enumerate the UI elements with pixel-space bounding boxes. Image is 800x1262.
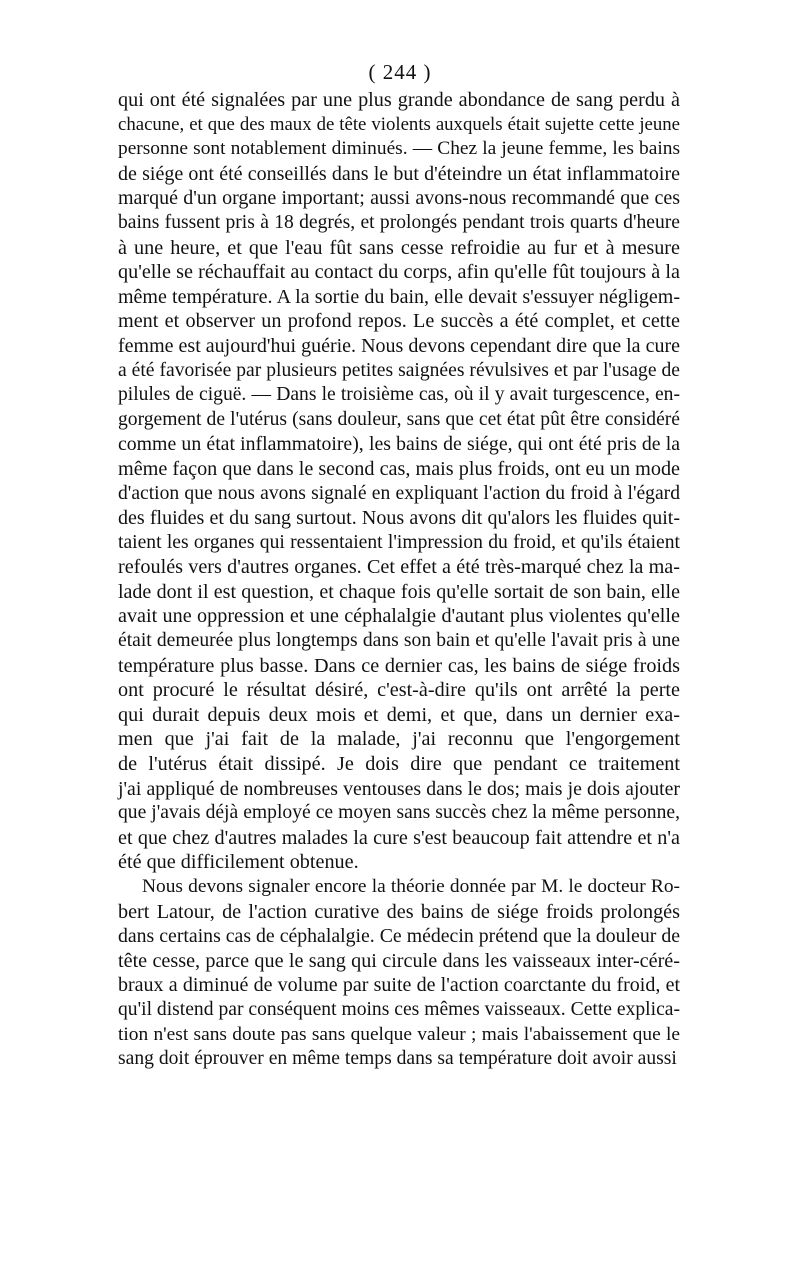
text-line: femme est aujourd'hui guérie. Nous devons cependant dire que la cure — [118, 334, 680, 357]
text-line: sang doit éprouver en même temps dans sa température doit avoir aussi — [118, 1048, 677, 1070]
text-line: refoulés vers d'autres organes. Cet effet a été très-marqué chez la ma- — [118, 556, 680, 579]
text-line: bains fussent pris à 18 degrés, et prolongés pendant trois quarts d'heure — [118, 211, 680, 233]
text-line: taient les organes qui ressentaient l'impression du froid, et qu'ils étaient — [118, 531, 680, 553]
text-line: tête cesse, parce que le sang qui circule dans les vaisseaux inter-céré- — [118, 949, 680, 972]
text-line: été que difficilement obtenue. — [118, 851, 359, 874]
text-line: ment et observer un profond repos. Le succès a été complet, et cette — [118, 310, 680, 333]
text-line: ont procuré le résultat désiré, c'est-à-dire qu'ils ont arrêté la perte — [118, 679, 680, 702]
text-line: marqué d'un organe important; aussi avons-nous recommandé que ces — [118, 187, 680, 210]
page-number: ( 244 ) — [368, 60, 432, 84]
text-line: même façon que dans le second cas, mais plus froids, ont eu un mode — [118, 457, 680, 480]
text-line: tion n'est sans doute pas sans quelque valeur ; mais l'abaissement que le — [118, 1023, 680, 1045]
text-line: d'action que nous avons signalé en expliquant l'action du froid à l'égard — [118, 482, 680, 504]
text-line: braux a diminué de volume par suite de l'action coarctante du froid, et — [118, 974, 680, 997]
paragraph — [118, 875, 680, 1072]
text-line: men que j'ai fait de la malade, j'ai reconnu que l'engorgement — [118, 728, 680, 751]
text-line: qui ont été signalées par une plus grande abondance de sang perdu à — [118, 89, 680, 111]
text-line: qu'il distend par conséquent moins ces mêmes vaisseaux. Cette explica- — [118, 998, 680, 1020]
text-line: j'ai appliqué de nombreuses ventouses dans le dos; mais je dois ajouter — [118, 777, 680, 800]
text-line: chacune, et que des maux de tête violents auxquels était sujette cette jeune — [118, 113, 680, 135]
text-line: et que chez d'autres malades la cure s'est beaucoup fait attendre et n'a — [118, 826, 680, 849]
body-text — [118, 88, 680, 1072]
text-line: était demeurée plus longtemps dans son bain et qu'elle l'avait pris à une — [118, 630, 680, 652]
text-line: de l'utérus était dissipé. Je dois dire que pendant ce traitement — [118, 753, 680, 776]
text-line: gorgement de l'utérus (sans douleur, sans que cet état pût être considéré — [118, 408, 680, 430]
text-line: comme un état inflammatoire), les bains de siége, qui ont été pris de la — [118, 433, 680, 456]
text-line: lade dont il est question, et chaque fois qu'elle sortait de son bain, elle — [118, 580, 680, 603]
text-line: qui durait depuis deux mois et demi, et que, dans un dernier exa- — [118, 703, 680, 726]
text-line: des fluides et du sang surtout. Nous avons dit qu'alors les fluides quit- — [118, 507, 680, 530]
paragraph-container — [118, 88, 680, 1072]
text-line: a été favorisée par plusieurs petites saignées révulsives et par l'usage de — [118, 359, 680, 381]
text-line: température plus basse. Dans ce dernier cas, les bains de siége froids — [118, 654, 680, 677]
text-line: bert Latour, de l'action curative des bains de siége froids prolongés — [118, 900, 680, 923]
text-line: avait une oppression et une céphalalgie d'autant plus violentes qu'elle — [118, 605, 680, 628]
text-line: de siége ont été conseillés dans le but d'éteindre un état inflammatoire — [118, 162, 680, 185]
text-line: à une heure, et que l'eau fût sans cesse refroidie au fur et à mesure — [118, 236, 680, 259]
text-line: personne sont notablement diminués. — Chez la jeune femme, les bains — [118, 138, 680, 160]
text-line: Nous devons signaler encore la théorie donnée par M. le docteur Ro- — [142, 876, 680, 897]
text-line: que j'avais déjà employé ce moyen sans succès chez la même personne, — [118, 802, 680, 824]
text-line: même température. A la sortie du bain, elle devait s'essuyer négligem- — [118, 285, 680, 308]
text-line: dans certains cas de céphalalgie. Ce médecin prétend que la douleur de — [118, 925, 680, 948]
text-line: qu'elle se réchauffait au contact du corps, afin qu'elle fût toujours à la — [118, 261, 680, 284]
text-line: pilules de ciguë. — Dans le troisième cas, où il y avait turgescence, en- — [118, 384, 680, 406]
paragraph — [118, 88, 680, 875]
